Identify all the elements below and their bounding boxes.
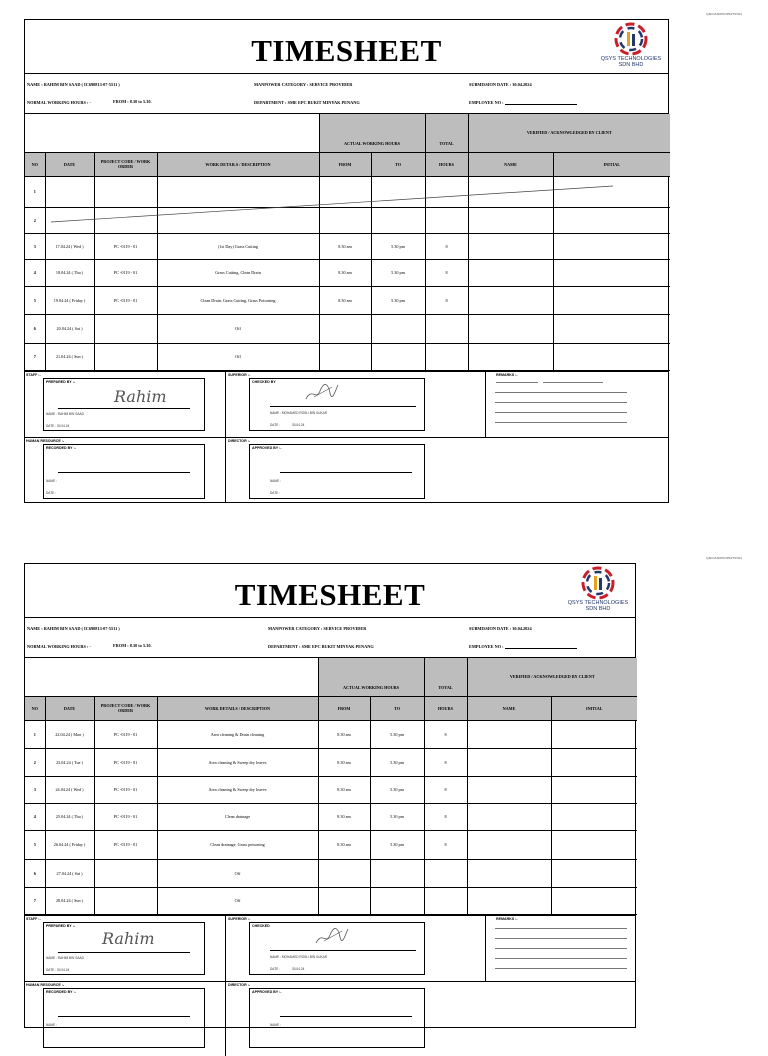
employee-info <box>25 618 635 658</box>
row-from[interactable]: 8.30 am <box>319 259 371 286</box>
logo-mark-icon <box>581 566 615 600</box>
row-client-name[interactable] <box>468 233 553 259</box>
row-no: 2 <box>25 748 45 776</box>
table-row <box>25 286 670 314</box>
row-project[interactable] <box>94 343 157 370</box>
row-hours[interactable] <box>425 207 468 233</box>
row-to[interactable]: 5.30 pm <box>371 286 425 314</box>
verified-header: VERIFIED / ACKNOWLEDGED BY CLIENT <box>468 114 670 152</box>
company-logo <box>596 22 666 72</box>
row-work[interactable]: Area cleaning & Drain cleaning <box>157 720 318 748</box>
company-name: QSYS TECHNOLOGIES <box>600 56 662 62</box>
signature-line <box>58 952 190 953</box>
hr-label: HUMAN RESOURCE :- <box>26 438 65 443</box>
superior-label: SUPERIOR :- <box>228 372 251 377</box>
row-work[interactable]: Area cleaning & Sweep dry leaves <box>157 748 318 776</box>
col-from-header: FROM <box>319 152 371 176</box>
table-row <box>25 343 670 370</box>
row-work[interactable]: (1st Day) Grass Cutting <box>157 233 319 259</box>
divider <box>25 981 635 982</box>
staff-name: NAME : RAHIM BIN SAAD <box>46 955 84 960</box>
timesheet-header <box>25 564 635 618</box>
row-no: 7 <box>25 887 45 914</box>
checker-date: 30.04.24 <box>292 422 305 427</box>
row-to[interactable] <box>371 343 425 370</box>
row-hours[interactable] <box>425 176 468 207</box>
row-to[interactable]: 5.30 pm <box>370 776 424 803</box>
employee-name: NAME : RAHIM BIN SAAD ( IC690813-07-5511 ) <box>27 82 120 87</box>
checked-box[interactable] <box>249 378 425 431</box>
row-work[interactable]: Off <box>157 859 318 887</box>
row-client-name[interactable] <box>467 859 551 887</box>
row-date[interactable]: 20.04.24 ( Sat ) <box>45 314 94 343</box>
row-work[interactable]: Clean Drain, Grass Cutting, Grass Poisoning <box>157 286 319 314</box>
row-project[interactable]: PC -0119 - 01 <box>94 776 157 803</box>
row-work[interactable]: Clean drainage <box>157 803 318 830</box>
table-row <box>25 259 670 286</box>
signature-section <box>25 371 668 502</box>
staff-signature: Rahim <box>102 928 155 948</box>
row-no: 3 <box>25 776 45 803</box>
row-client-name[interactable] <box>468 176 553 207</box>
checker-date-label: DATE : <box>270 966 281 971</box>
row-no: 4 <box>25 259 45 286</box>
col-hours-header: HOURS <box>425 152 468 176</box>
row-date[interactable]: 27.04.24 ( Sat ) <box>45 859 94 887</box>
row-work[interactable]: Clean drainage, Grass poisoning <box>157 830 318 859</box>
col-project-header: PROJECT CODE / WORK ORDER <box>94 152 157 176</box>
total-header: TOTAL <box>425 114 468 152</box>
normal-hours-label: NORMAL WORKING HOURS : - <box>27 644 91 649</box>
remarks-line <box>496 382 538 383</box>
remarks-line <box>495 392 627 393</box>
row-from[interactable] <box>318 887 370 914</box>
row-hours[interactable]: 8 <box>424 720 467 748</box>
row-client-name[interactable] <box>468 314 553 343</box>
row-date[interactable]: 22.04.24 ( Mon ) <box>45 720 94 748</box>
employee-no-field[interactable] <box>505 102 577 105</box>
verified-header: VERIFIED / ACKNOWLEDGED BY CLIENT <box>467 658 637 696</box>
row-project[interactable]: PC -0119 - 01 <box>94 286 157 314</box>
employee-no-field[interactable] <box>505 646 577 649</box>
row-client-initial[interactable] <box>553 343 670 370</box>
row-hours[interactable] <box>424 887 467 914</box>
header-spacer <box>25 658 318 696</box>
row-hours[interactable] <box>425 343 468 370</box>
col-initial-header: INITIAL <box>551 696 637 720</box>
row-to[interactable]: 5.30 pm <box>371 233 425 259</box>
remarks-label: REMARKS :- <box>496 916 518 921</box>
row-from[interactable]: 8.30 am <box>319 286 371 314</box>
page-title: TIMESHEET <box>234 577 426 612</box>
row-hours[interactable]: 8 <box>424 776 467 803</box>
divider <box>485 372 486 437</box>
row-no: 2 <box>25 207 45 233</box>
submission-date: SUBMISSION DATE : 30.04.2024 <box>469 82 532 87</box>
row-from[interactable] <box>319 176 371 207</box>
table-row <box>25 776 637 803</box>
normal-hours-label: NORMAL WORKING HOURS : - <box>27 100 91 105</box>
checker-name: NAME : MOHAMED ROSLI BIN SUKAR <box>270 954 328 959</box>
col-work-header: WORK DETAILS / DESCRIPTION <box>157 696 318 720</box>
logo-mark-icon <box>614 22 648 56</box>
timesheet-header <box>25 20 668 74</box>
employee-info <box>25 74 668 114</box>
row-client-initial[interactable] <box>551 720 637 748</box>
row-project[interactable] <box>94 207 157 233</box>
table-row <box>25 859 637 887</box>
col-no-header: NO <box>25 152 45 176</box>
row-from[interactable]: 8.30 am <box>318 803 370 830</box>
row-client-initial[interactable] <box>553 286 670 314</box>
divider <box>25 437 668 438</box>
checker-date-label: DATE : <box>270 422 281 427</box>
total-header: TOTAL <box>424 658 467 696</box>
staff-date: DATE : 30.04.24 <box>46 423 70 428</box>
row-client-name[interactable] <box>467 887 551 914</box>
divider <box>225 916 226 1056</box>
row-client-name[interactable] <box>468 207 553 233</box>
row-to[interactable]: 5.30 pm <box>370 720 424 748</box>
row-to[interactable] <box>370 887 424 914</box>
recorded-box[interactable] <box>43 988 205 1048</box>
row-client-name[interactable] <box>468 286 553 314</box>
row-client-name[interactable] <box>467 830 551 859</box>
row-date[interactable]: 17.04.24 ( Wed ) <box>45 233 94 259</box>
row-work[interactable]: Off <box>157 343 319 370</box>
col-initial-header: INITIAL <box>553 152 670 176</box>
approved-label: APPROVED BY :- <box>252 989 282 994</box>
row-no: 6 <box>25 314 45 343</box>
col-from-header: FROM <box>318 696 370 720</box>
recorded-box[interactable] <box>43 444 205 499</box>
page-title: TIMESHEET <box>251 33 442 68</box>
signature-line <box>270 406 416 407</box>
row-client-initial[interactable] <box>553 207 670 233</box>
checked-label: CHECKED BY <box>252 379 276 384</box>
table-row <box>25 176 670 207</box>
row-no: 5 <box>25 830 45 859</box>
row-to[interactable] <box>371 176 425 207</box>
director-date-label: DATE : <box>270 490 281 495</box>
row-work[interactable]: Off <box>157 314 319 343</box>
col-date-header: DATE <box>45 152 94 176</box>
hr-name-label: NAME : <box>46 1022 57 1027</box>
row-date[interactable]: 25.04.24 ( Thu ) <box>45 803 94 830</box>
row-to[interactable]: 5.30 pm <box>370 748 424 776</box>
row-from[interactable] <box>318 859 370 887</box>
row-date[interactable]: 26.04.24 ( Friday ) <box>45 830 94 859</box>
table-row <box>25 830 637 859</box>
row-client-name[interactable] <box>467 776 551 803</box>
manpower-category: MANPOWER CATEGORY : SERVICE PROVIDER <box>254 82 353 87</box>
row-no: 3 <box>25 233 45 259</box>
row-from[interactable]: 8.30 am <box>318 776 370 803</box>
row-project[interactable] <box>94 176 157 207</box>
remarks-line <box>495 948 627 949</box>
staff-label: STAFF :- <box>26 916 41 921</box>
row-to[interactable]: 5.30 pm <box>371 259 425 286</box>
prepared-label: PREPARED BY :- <box>46 379 76 384</box>
actual-hours-header: ACTUAL WORKING HOURS <box>319 114 425 152</box>
signature-section <box>25 915 635 1055</box>
superior-label: SUPERIOR :- <box>228 916 251 921</box>
checked-label: CHECKED <box>252 923 270 928</box>
row-client-initial[interactable] <box>551 859 637 887</box>
col-date-header: DATE <box>45 696 94 720</box>
row-project[interactable]: PC -0119 - 01 <box>94 748 157 776</box>
row-client-initial[interactable] <box>551 830 637 859</box>
employee-no <box>469 644 577 649</box>
row-date[interactable]: 24.04.24 ( Wed ) <box>45 776 94 803</box>
table-row <box>25 233 670 259</box>
company-suffix: SDN BHD <box>618 62 644 68</box>
row-from[interactable]: 8.30 am <box>319 233 371 259</box>
col-to-header: TO <box>370 696 424 720</box>
row-to[interactable] <box>371 207 425 233</box>
remarks-line <box>495 928 627 929</box>
row-date[interactable]: 18.04.24 ( Thu ) <box>45 259 94 286</box>
row-project[interactable]: PC -0119 - 01 <box>94 803 157 830</box>
row-client-initial[interactable] <box>551 748 637 776</box>
hr-date-label: DATE : <box>46 490 57 495</box>
row-hours[interactable]: 8 <box>424 803 467 830</box>
approved-box[interactable] <box>249 444 425 499</box>
row-client-name[interactable] <box>468 343 553 370</box>
remarks-line <box>495 402 627 403</box>
row-work[interactable]: Grass Cutting, Clean Drain <box>157 259 319 286</box>
rows-page2 <box>25 720 637 914</box>
hr-name-label: NAME : <box>46 478 57 483</box>
row-no: 4 <box>25 803 45 830</box>
row-from[interactable] <box>319 314 371 343</box>
table-row <box>25 748 637 776</box>
staff-name: NAME : RAHIM BIN SAAD <box>46 411 84 416</box>
company-suffix: SDN BHD <box>585 606 611 612</box>
hr-label: HUMAN RESOURCE :- <box>26 982 65 987</box>
col-no-header: NO <box>25 696 45 720</box>
row-client-name[interactable] <box>468 259 553 286</box>
row-project[interactable]: PC -0119 - 01 <box>94 720 157 748</box>
row-client-initial[interactable] <box>553 314 670 343</box>
remarks-line <box>495 422 627 423</box>
prepared-box[interactable] <box>43 922 205 975</box>
signature-line <box>280 1016 412 1017</box>
remarks-line <box>495 968 627 969</box>
timesheet-page <box>24 19 669 503</box>
remarks-line <box>495 938 627 939</box>
row-to[interactable] <box>370 859 424 887</box>
remarks-label: REMARKS :- <box>496 372 518 377</box>
row-client-initial[interactable] <box>553 233 670 259</box>
timesheet-table <box>25 114 670 371</box>
employee-no-label: EMPLOYEE NO : <box>469 100 504 105</box>
row-no: 7 <box>25 343 45 370</box>
director-name-label: NAME : <box>270 1022 281 1027</box>
row-to[interactable]: 5.30 pm <box>370 830 424 859</box>
staff-label: STAFF :- <box>26 372 41 377</box>
submission-date: SUBMISSION DATE : 30.04.2024 <box>469 626 532 631</box>
col-work-header: WORK DETAILS / DESCRIPTION <box>157 152 319 176</box>
employee-no <box>469 100 577 105</box>
prepared-box[interactable] <box>43 378 205 431</box>
row-hours[interactable]: 8 <box>424 830 467 859</box>
row-hours[interactable] <box>425 314 468 343</box>
row-no: 1 <box>25 720 45 748</box>
row-date[interactable]: 21.04.24 ( Sun ) <box>45 343 94 370</box>
prepared-label: PREPARED BY :- <box>46 923 76 928</box>
row-from[interactable] <box>319 343 371 370</box>
row-from[interactable]: 8.30 am <box>318 748 370 776</box>
table-row <box>25 207 670 233</box>
row-client-initial[interactable] <box>553 176 670 207</box>
row-date[interactable] <box>45 176 94 207</box>
row-from[interactable]: 8.30 am <box>318 720 370 748</box>
col-name-header: NAME <box>467 696 551 720</box>
rows-page1 <box>25 176 670 370</box>
row-hours[interactable]: 8 <box>425 233 468 259</box>
checker-signature-icon <box>304 381 340 403</box>
row-client-name[interactable] <box>467 748 551 776</box>
row-client-initial[interactable] <box>551 887 637 914</box>
table-row <box>25 803 637 830</box>
approved-label: APPROVED BY :- <box>252 445 282 450</box>
row-project[interactable] <box>94 314 157 343</box>
recorded-label: RECORDED BY :- <box>46 445 76 450</box>
row-hours[interactable]: 8 <box>424 748 467 776</box>
timesheet-page <box>24 563 636 1028</box>
remarks-line <box>495 958 627 959</box>
row-from[interactable] <box>319 207 371 233</box>
director-label: DIRECTOR :- <box>228 438 251 443</box>
row-hours[interactable]: 8 <box>425 286 468 314</box>
table-row <box>25 314 670 343</box>
director-label: DIRECTOR :- <box>228 982 251 987</box>
signature-line <box>58 408 190 409</box>
row-work[interactable] <box>157 207 319 233</box>
row-no: 5 <box>25 286 45 314</box>
row-work[interactable]: Off <box>157 887 318 914</box>
row-date[interactable]: 19.04.24 ( Friday ) <box>45 286 94 314</box>
recorded-label: RECORDED BY :- <box>46 989 76 994</box>
form-ref-code: Q&FO/HR/PFORM/TS/001 <box>706 12 742 16</box>
col-hours-header: HOURS <box>424 696 467 720</box>
signature-line <box>58 472 190 473</box>
checker-name: NAME : MOHAMED ROSLI BIN SUKAR <box>270 410 328 415</box>
normal-hours-value: FROM : 8.30 to 5.30. <box>113 99 152 104</box>
row-client-initial[interactable] <box>553 259 670 286</box>
signature-line <box>58 1016 190 1017</box>
row-hours[interactable]: 8 <box>425 259 468 286</box>
row-client-name[interactable] <box>467 720 551 748</box>
row-project[interactable]: PC -0119 - 01 <box>94 233 157 259</box>
signature-line <box>270 950 416 951</box>
remarks-line <box>495 412 627 413</box>
row-from[interactable]: 8.30 am <box>318 830 370 859</box>
checker-signature-icon <box>314 925 350 947</box>
row-date[interactable]: 23.04.24 ( Tue ) <box>45 748 94 776</box>
row-client-name[interactable] <box>467 803 551 830</box>
row-no: 1 <box>25 176 45 207</box>
row-to[interactable] <box>371 314 425 343</box>
employee-name: NAME : RAHIM BIN SAAD ( IC690813-07-5511 ) <box>27 626 120 631</box>
department: DEPARTMENT : SME EPC BUKIT MINYAK PENANG <box>254 100 360 105</box>
normal-hours-value: FROM : 8.30 to 5.30. <box>113 643 152 648</box>
manpower-category: MANPOWER CATEGORY : SERVICE PROVIDER <box>268 626 367 631</box>
row-client-initial[interactable] <box>551 776 637 803</box>
col-name-header: NAME <box>468 152 553 176</box>
checked-box[interactable] <box>249 922 425 975</box>
actual-hours-header: ACTUAL WORKING HOURS <box>318 658 424 696</box>
row-project[interactable] <box>94 887 157 914</box>
divider <box>485 916 486 981</box>
row-date[interactable] <box>45 207 94 233</box>
col-project-header: PROJECT CODE / WORK ORDER <box>94 696 157 720</box>
form-ref-code: Q&FO/HR/PFORM/TS/001 <box>706 556 742 560</box>
col-to-header: TO <box>371 152 425 176</box>
department: DEPARTMENT : SME EPC BUKIT MINYAK PENANG <box>268 644 374 649</box>
table-row <box>25 887 637 914</box>
staff-signature: Rahim <box>114 386 167 406</box>
row-work[interactable] <box>157 176 319 207</box>
employee-no-label: EMPLOYEE NO : <box>469 644 504 649</box>
row-project[interactable]: PC -0119 - 01 <box>94 259 157 286</box>
checker-date: 30.04.24 <box>292 966 305 971</box>
director-name-label: NAME : <box>270 478 281 483</box>
timesheet-table <box>25 658 637 915</box>
company-name: QSYS TECHNOLOGIES <box>567 600 629 606</box>
company-logo <box>563 566 633 616</box>
staff-date: DATE : 30.04.24 <box>46 967 70 972</box>
header-spacer <box>25 114 319 152</box>
row-no: 6 <box>25 859 45 887</box>
row-project[interactable] <box>94 859 157 887</box>
approved-box[interactable] <box>249 988 425 1048</box>
row-project[interactable]: PC -0119 - 01 <box>94 830 157 859</box>
row-to[interactable]: 5.30 pm <box>370 803 424 830</box>
row-work[interactable]: Area cleaning & Sweep dry leaves <box>157 776 318 803</box>
remarks-line <box>543 382 603 383</box>
signature-line <box>280 472 412 473</box>
row-client-initial[interactable] <box>551 803 637 830</box>
table-row <box>25 720 637 748</box>
row-date[interactable]: 28.04.24 ( Sun ) <box>45 887 94 914</box>
row-hours[interactable] <box>424 859 467 887</box>
